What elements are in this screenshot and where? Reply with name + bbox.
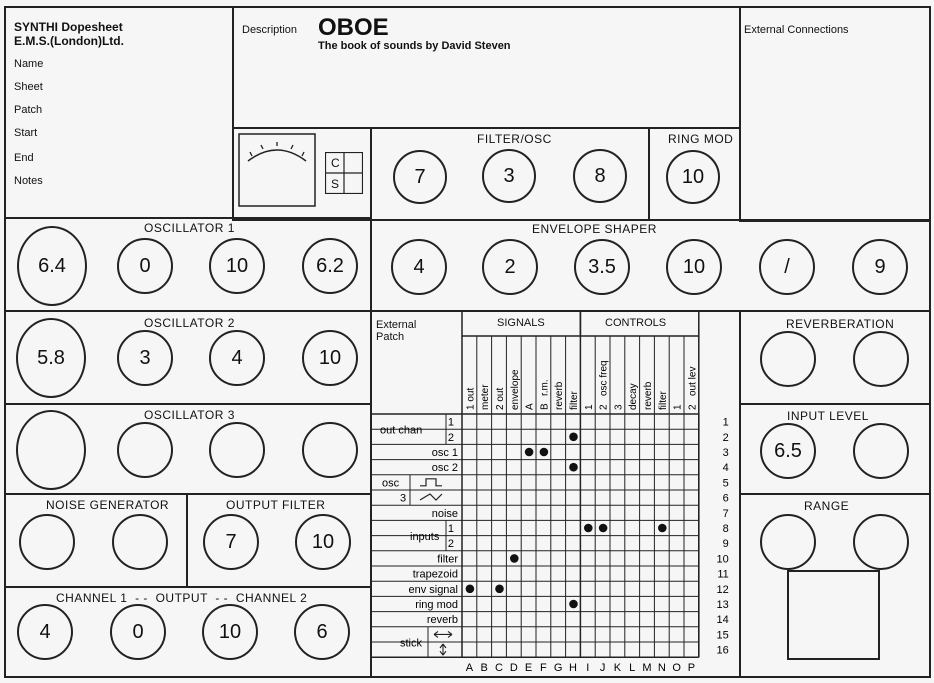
filter-osc-knob-response[interactable]: 3 <box>482 149 536 203</box>
envelope-knob-off[interactable]: 10 <box>666 239 722 295</box>
filter-osc-title: FILTER/OSC <box>477 132 552 146</box>
external-connections-label: External Connections <box>744 24 849 36</box>
row-number-5: 5 <box>722 477 729 490</box>
meter-icon <box>238 133 316 207</box>
row-number-12: 12 <box>716 583 729 596</box>
row-number-2: 2 <box>722 431 729 444</box>
oscillator3-knob-shape[interactable] <box>117 422 173 478</box>
envelope-knob-attack[interactable]: 4 <box>391 239 447 295</box>
field-notes[interactable]: Notes <box>14 175 43 187</box>
output-filter-title: OUTPUT FILTER <box>226 498 326 512</box>
description-subtitle: The book of sounds by David Steven <box>318 40 511 52</box>
column-header-9: 1 <box>583 404 595 410</box>
column-letter-E: E <box>524 662 533 675</box>
column-letter-L: L <box>629 662 636 675</box>
column-header-rm: r.m. <box>539 379 551 396</box>
oscillator2-knob-frequency[interactable]: 5.8 <box>16 318 86 398</box>
column-header-15: 1 <box>672 404 684 410</box>
ring-mod-title: RING MOD <box>668 132 734 146</box>
oscillator2-knob-shape[interactable]: 3 <box>117 330 173 386</box>
column-letter-J: J <box>599 662 606 675</box>
output-title: CHANNEL 1 - - OUTPUT - - CHANNEL 2 <box>56 591 308 605</box>
row-label-env-signal: env signal <box>408 583 458 596</box>
input-level-knob-1[interactable]: 6.5 <box>760 423 816 479</box>
patch-pin-H13[interactable] <box>569 600 578 609</box>
reverberation-knob-level[interactable] <box>853 331 909 387</box>
oscillator3-knob-frequency[interactable] <box>16 410 86 490</box>
field-start[interactable]: Start <box>14 127 38 139</box>
oscillator3-title: OSCILLATOR 3 <box>144 408 235 422</box>
field-name[interactable]: Name <box>14 58 44 70</box>
input-level-knob-2[interactable] <box>853 423 909 479</box>
row-label-ring-mod: ring mod <box>415 599 458 611</box>
oscillator1-knob-shape[interactable]: 0 <box>117 238 173 294</box>
reverberation-knob-mix[interactable] <box>760 331 816 387</box>
envelope-knob-decay[interactable]: 3.5 <box>574 239 630 295</box>
row-label-trapezoid: trapezoid <box>412 568 458 581</box>
reverberation-title: REVERBERATION <box>786 317 895 331</box>
column-header-5: A <box>524 403 536 410</box>
oscillator1-knob-sine-level[interactable]: 10 <box>209 238 265 294</box>
row-number-16: 16 <box>716 644 729 657</box>
field-sheet[interactable]: Sheet <box>14 81 43 93</box>
patch-pin-D10[interactable] <box>510 554 519 563</box>
range-knob-1[interactable] <box>760 514 816 570</box>
meter-s-label: S <box>331 177 340 191</box>
description-label: Description <box>242 24 298 36</box>
oscillator2-knob-triangle-level[interactable]: 10 <box>302 330 358 386</box>
row-number-7: 7 <box>722 507 729 520</box>
column-header-16: 2 <box>687 404 699 410</box>
column-header-7: reverb <box>554 381 566 410</box>
row-number-6: 6 <box>722 492 729 505</box>
column-letter-C: C <box>495 662 503 675</box>
brand-line-1: SYNTHI Dopesheet <box>14 20 123 34</box>
oscillator2-title: OSCILLATOR 2 <box>144 316 235 330</box>
row-number-14: 14 <box>716 614 729 627</box>
patch-pin-I8[interactable] <box>584 524 593 533</box>
oscillator3-knob-square-level[interactable] <box>209 422 265 478</box>
row-label-osc2: osc 2 <box>431 462 458 475</box>
patch-signals-label: SIGNALS <box>497 317 545 329</box>
field-patch[interactable]: Patch <box>14 104 43 116</box>
row-label-osc3-num: 3 <box>400 492 407 505</box>
row-label-osc3: osc <box>382 477 400 490</box>
patch-pin-C12[interactable] <box>495 585 504 594</box>
noise-knob-colour[interactable] <box>19 514 75 570</box>
column-header-12: decay <box>628 383 640 410</box>
row-label-inputs: inputs <box>410 531 440 543</box>
description-title: OBOE <box>318 14 389 41</box>
row-sublabel-inputs-2: 2 <box>447 538 454 551</box>
external-connections-panel <box>739 6 931 222</box>
column-header-8: filter <box>569 391 580 410</box>
row-number-10: 10 <box>716 553 729 566</box>
column-header-3: 2 out <box>495 387 506 410</box>
envelope-shaper-title: ENVELOPE SHAPER <box>532 222 657 236</box>
noise-knob-level[interactable] <box>112 514 168 570</box>
patch-pin-A12[interactable] <box>466 585 475 594</box>
oscillator1-knob-frequency[interactable]: 6.4 <box>17 226 87 306</box>
range-title: RANGE <box>804 499 850 513</box>
input-level-title: INPUT LEVEL <box>787 409 869 423</box>
envelope-knob-signal-level[interactable]: 9 <box>852 239 908 295</box>
noise-generator-title: NOISE GENERATOR <box>46 498 170 512</box>
row-number-15: 15 <box>716 629 729 642</box>
meter-c-label: C <box>331 156 340 170</box>
row-label-stick: stick <box>400 637 422 650</box>
output-knob-ch2-level[interactable]: 10 <box>202 604 258 660</box>
column-letter-O: O <box>672 662 681 675</box>
patch-controls-label: CONTROLS <box>605 317 667 329</box>
column-header-osc-freq: osc freq <box>598 360 610 396</box>
row-number-8: 8 <box>722 523 729 535</box>
oscillator2-knob-square-level[interactable]: 4 <box>209 330 265 386</box>
row-label-out-chan: out chan <box>380 424 423 437</box>
patch-pin-F3[interactable] <box>540 448 549 457</box>
row-label-osc1: osc 1 <box>431 447 458 459</box>
triangle-wave-icon <box>420 494 442 500</box>
range-joystick-box[interactable] <box>787 570 880 660</box>
column-header-1: 1 out <box>465 387 477 410</box>
column-letter-K: K <box>613 662 622 675</box>
output-knob-ch2-pan[interactable]: 6 <box>294 604 350 660</box>
column-letter-I: I <box>586 662 590 675</box>
row-number-9: 9 <box>722 538 729 551</box>
field-end[interactable]: End <box>14 152 34 164</box>
patch-external-label: External <box>376 319 417 331</box>
row-sublabel-out-chan-2: 2 <box>447 431 454 444</box>
column-letter-G: G <box>553 662 563 675</box>
column-letter-D: D <box>509 662 518 675</box>
row-number-13: 13 <box>716 599 729 611</box>
column-header-10: 2 <box>598 404 610 410</box>
patch-matrix <box>370 310 741 678</box>
column-header-11: 3 <box>613 404 625 410</box>
patch-patch-label: Patch <box>376 331 405 343</box>
column-letter-M: M <box>642 662 652 675</box>
filter-osc-knob-level[interactable]: 8 <box>573 149 627 203</box>
envelope-knob-on[interactable]: 2 <box>482 239 538 295</box>
column-letter-F: F <box>540 662 547 675</box>
row-number-1: 1 <box>722 416 729 429</box>
envelope-knob-trapezoid[interactable]: / <box>759 239 815 295</box>
column-letter-H: H <box>569 662 577 675</box>
oscillator1-knob-ramp-level[interactable]: 6.2 <box>302 238 358 294</box>
column-letter-A: A <box>465 662 474 675</box>
row-sublabel-inputs-1: 1 <box>447 523 454 535</box>
row-number-11: 11 <box>717 568 729 581</box>
column-header-6: B <box>539 403 551 410</box>
column-header-out-lev: out lev <box>687 366 699 396</box>
column-letter-B: B <box>480 662 488 675</box>
oscillator1-title: OSCILLATOR 1 <box>144 221 235 235</box>
ring-mod-knob-level[interactable]: 10 <box>666 150 720 204</box>
column-header-14: filter <box>657 391 669 410</box>
column-header-2: meter <box>480 384 492 410</box>
row-number-3: 3 <box>722 447 729 459</box>
row-label-filter: filter <box>437 553 458 566</box>
patch-pin-E3[interactable] <box>525 448 534 457</box>
output-knob-ch1-level[interactable]: 4 <box>17 604 73 660</box>
patch-pin-N8[interactable] <box>658 524 667 533</box>
row-sublabel-out-chan-1: 1 <box>447 416 454 429</box>
output-knob-ch1-pan[interactable]: 0 <box>110 604 166 660</box>
patch-pin-J8[interactable] <box>599 524 608 533</box>
output-filter-knob-2[interactable]: 10 <box>295 514 351 570</box>
patch-pin-H2[interactable] <box>569 433 578 442</box>
column-header-13: reverb <box>643 381 654 410</box>
column-letter-N: N <box>657 662 666 675</box>
brand-line-2: E.M.S.(London)Ltd. <box>14 34 124 48</box>
column-letter-P: P <box>687 662 696 675</box>
horizontal-arrow-icon <box>434 631 452 637</box>
row-number-4: 4 <box>722 462 729 475</box>
row-label-noise: noise <box>431 507 458 520</box>
oscillator3-knob-triangle-level[interactable] <box>302 422 358 478</box>
row-label-reverb: reverb <box>426 614 458 627</box>
column-header-4: envelope <box>509 369 521 410</box>
filter-osc-knob-frequency[interactable]: 7 <box>393 150 447 204</box>
description-panel <box>232 6 741 129</box>
patch-pin-H4[interactable] <box>569 463 578 472</box>
range-knob-2[interactable] <box>853 514 909 570</box>
square-wave-icon <box>420 479 442 486</box>
output-filter-knob-1[interactable]: 7 <box>203 514 259 570</box>
vertical-arrow-icon <box>440 644 446 655</box>
